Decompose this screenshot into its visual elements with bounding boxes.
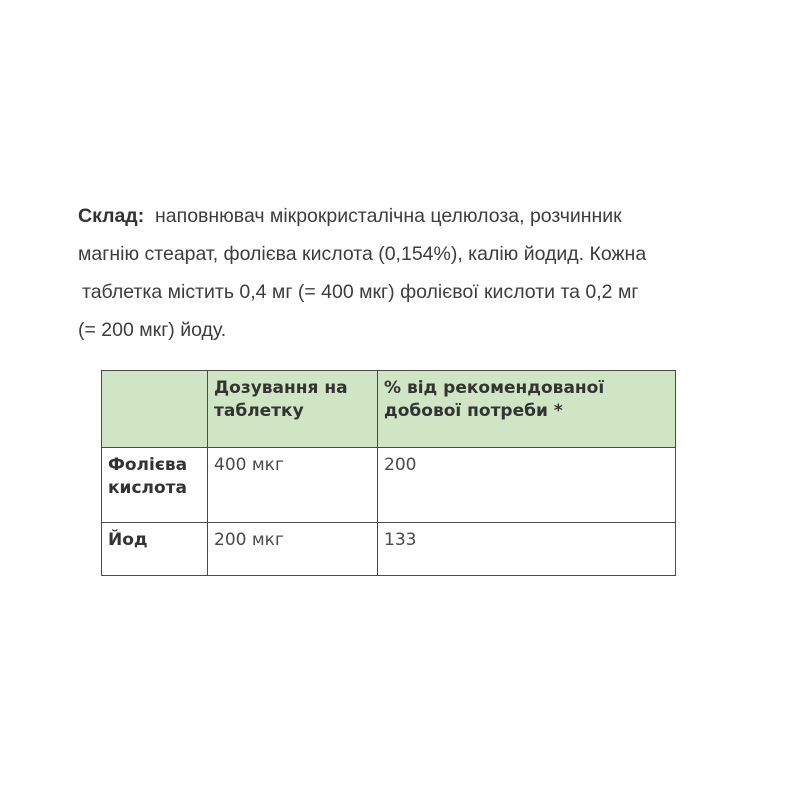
row-percent-folic-acid: 200 (378, 448, 676, 523)
composition-line-4: (= 200 мкг) йоду. (78, 319, 227, 341)
row-percent-iodine: 133 (378, 523, 676, 576)
composition-label: Склад: (78, 205, 145, 227)
row-name-folic-acid: Фолієва кислота (102, 448, 208, 523)
composition-text-1: наповнювач мікрокристалічна целюлоза, розчинник (155, 205, 622, 227)
row-name-iodine: Йод (102, 523, 208, 576)
nutrition-table (101, 370, 676, 576)
table-header-row (102, 371, 676, 448)
row-dose-folic-acid: 400 мкг (208, 448, 378, 523)
composition-paragraph (78, 197, 738, 349)
table-row (102, 523, 676, 576)
composition-line-2: магнію стеарат, фолієва кислота (0,154%), калію йодид. Кожна (78, 243, 647, 265)
header-cell-percent: % від рекомендованої добової потреби * (378, 371, 676, 448)
composition-line-1 (78, 197, 738, 235)
composition-line-3: таблетка містить 0,4 мг (= 400 мкг) фолієвої кислоти та 0,2 мг (82, 281, 639, 303)
row-dose-iodine: 200 мкг (208, 523, 378, 576)
table-row (102, 448, 676, 523)
header-cell-empty (102, 371, 208, 448)
header-cell-dose: Дозування на таблетку (208, 371, 378, 448)
